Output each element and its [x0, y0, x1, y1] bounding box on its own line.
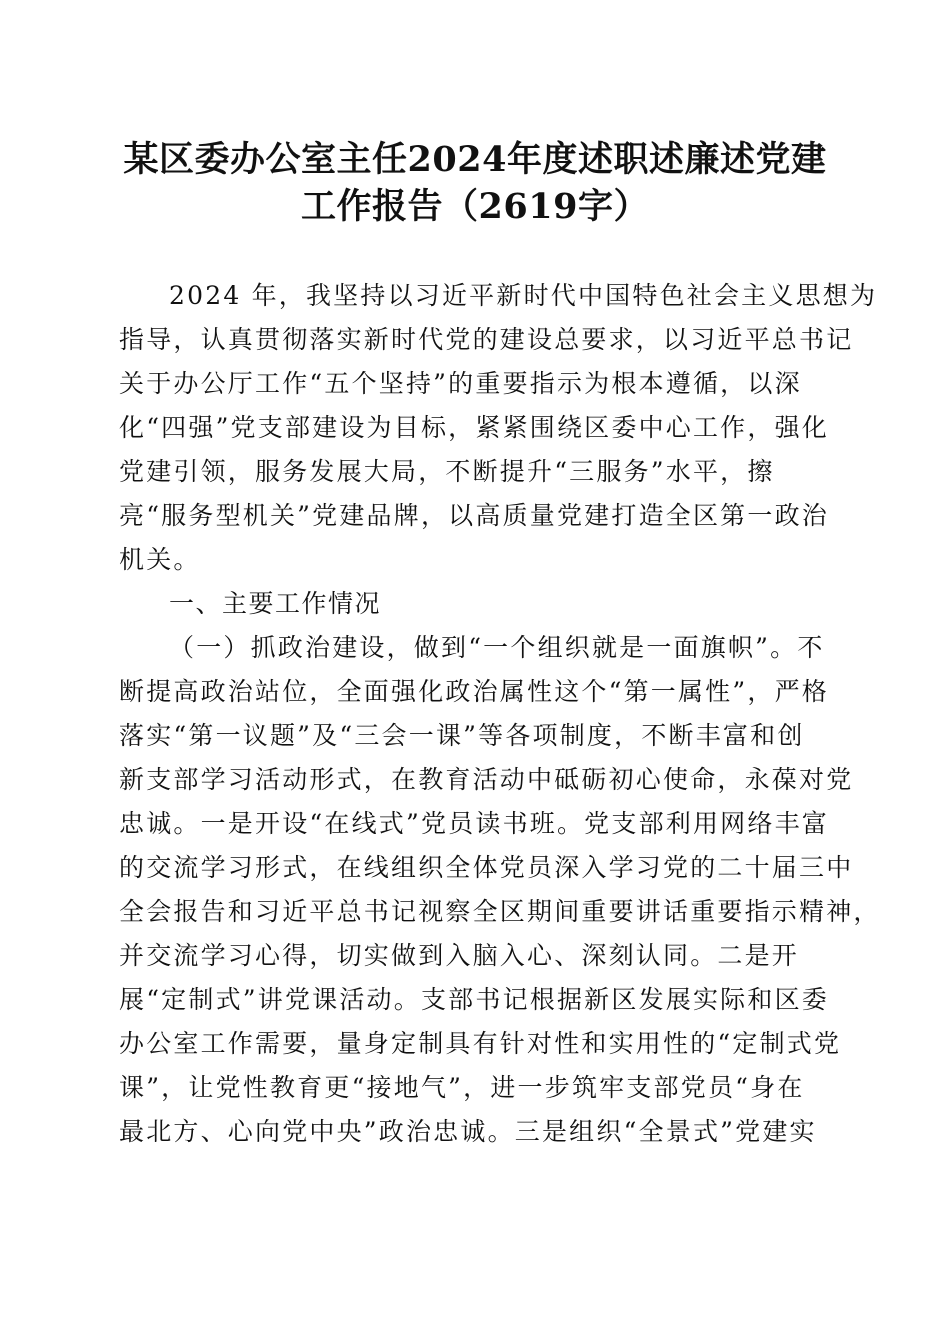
document-title-line-1: 某区委办公室主任2024年度述职述廉述党建 — [123, 139, 827, 180]
subsection-paragraph-line: 忠诚。一是开设“在线式”党员读书班。党支部利用网络丰富 — [119, 809, 829, 838]
subsection-paragraph-line: 办公室工作需要，量身定制具有针对性和实用性的“定制式党 — [119, 1029, 842, 1058]
subsection-paragraph-line: 并交流学习心得，切实做到入脑入心、深刻认同。二是开 — [119, 941, 800, 970]
subsection-paragraph-line: 最北方、心向党中央”政治忠诚。三是组织“全景式”党建实 — [119, 1117, 817, 1146]
subsection-paragraph-line: 的交流学习形式，在线组织全体党员深入学习党的二十届三中 — [119, 853, 854, 882]
subsection-paragraph-line: 展“定制式”讲党课活动。支部书记根据新区发展实际和区委 — [119, 985, 829, 1014]
subsection-paragraph-line: 全会报告和习近平总书记视察全区期间重要讲话重要指示精神， — [119, 897, 881, 926]
subsection-paragraph-line: 落实“第一议题”及“三会一课”等各项制度，不断丰富和创 — [119, 721, 805, 750]
intro-paragraph-line: 关于办公厅工作“五个坚持”的重要指示为根本遵循，以深 — [119, 369, 802, 398]
intro-paragraph-line: 指导，认真贯彻落实新时代党的建设总要求，以习近平总书记 — [119, 325, 854, 354]
intro-paragraph-line: 亮“服务型机关”党建品牌，以高质量党建打造全区第一政治 — [119, 501, 829, 530]
intro-paragraph-line: 机关。 — [119, 545, 201, 574]
intro-paragraph-line: 党建引领，服务发展大局，不断提升“三服务”水平，擦 — [119, 457, 775, 486]
intro-paragraph-line: 2024 年，我坚持以习近平新时代中国特色社会主义思想为 — [169, 281, 878, 310]
intro-paragraph-line: 化“四强”党支部建设为目标，紧紧围绕区委中心工作，强化 — [119, 413, 829, 442]
subsection-paragraph-line: 课”，让党性教育更“接地气”，进一步筑牢支部党员“身在 — [119, 1073, 805, 1102]
section-heading: 一、主要工作情况 — [169, 589, 382, 618]
document-title-line-2: 工作报告（2619字） — [301, 186, 649, 227]
subsection-paragraph-line: （一）抓政治建设，做到“一个组织就是一面旗帜”。不 — [169, 633, 825, 662]
document-body — [119, 274, 881, 1154]
subsection-paragraph-line: 断提高政治站位，全面强化政治属性这个“第一属性”，严格 — [119, 677, 829, 706]
subsection-paragraph-line: 新支部学习活动形式，在教育活动中砥砺初心使命，永葆对党 — [119, 765, 854, 794]
